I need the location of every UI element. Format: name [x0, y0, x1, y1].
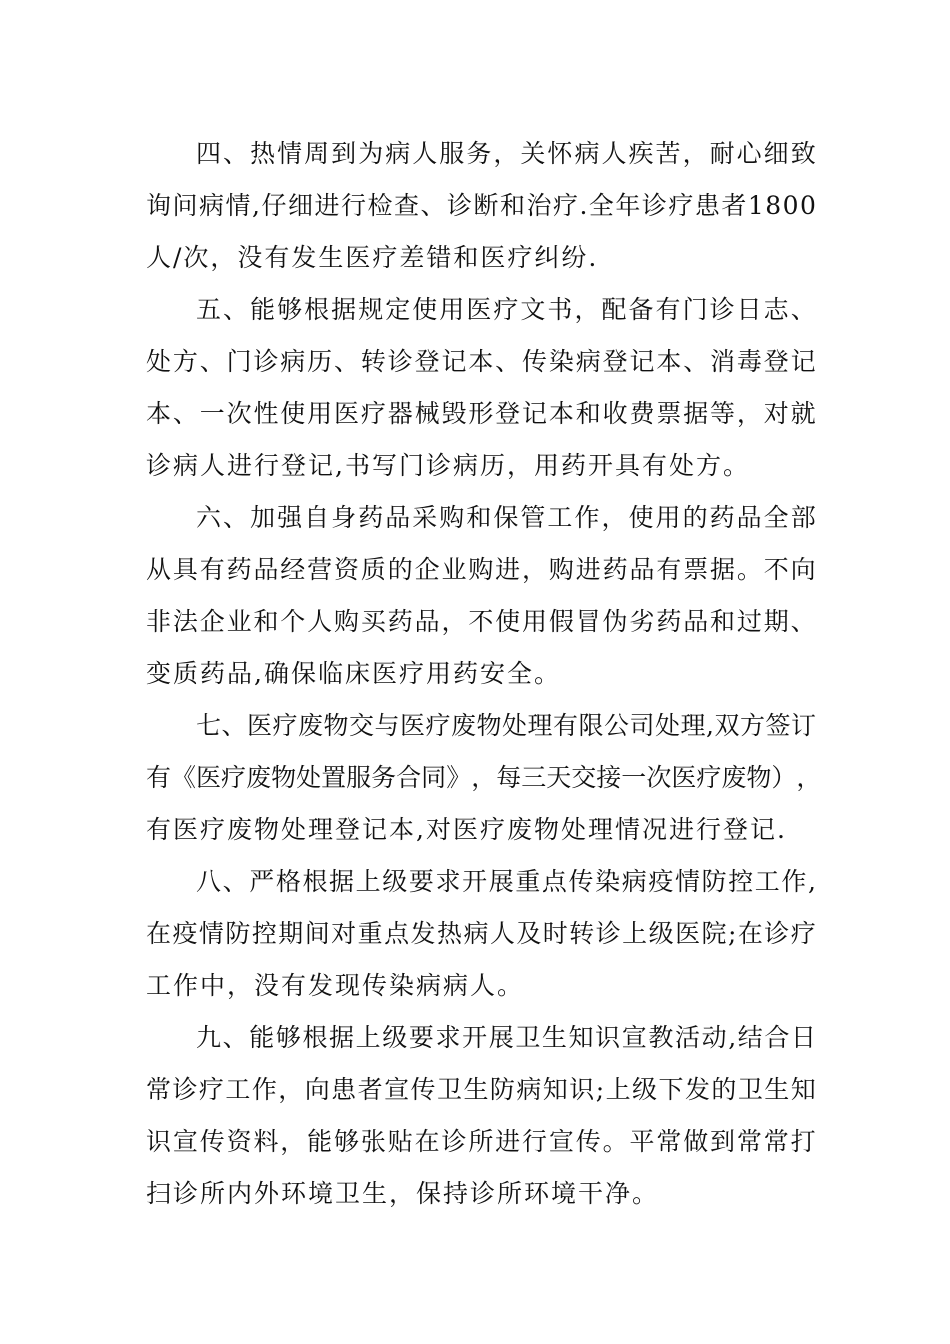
paragraph-line: 扫诊所内外环境卫生，保持诊所环境干净。 — [146, 1179, 660, 1208]
paragraph-line: 处 方 、 门 诊 病 历 、 转 诊 登 记 本 、 传 染 病 登 记 本 、 消 毒 登 记 — [146, 347, 816, 376]
paragraph-6 — [146, 492, 816, 700]
paragraph-5 — [146, 284, 816, 492]
paragraph-9 — [146, 1012, 816, 1220]
paragraph-line: 有医疗废物处理登记本,对医疗废物处理情况进行登记. — [146, 815, 787, 844]
paragraph-7 — [146, 700, 822, 856]
paragraph-line: 人/次，没有发生医疗差错和医疗纠纷. — [146, 243, 599, 272]
paragraph-line: 八 、 严 格 根 据 上 级 要 求 开 展 重 点 传 染 病 疫 情 防 控 工 作 , — [196, 867, 816, 896]
paragraph-line: 七 、 医 疗 废 物 交 与 医 疗 废 物 处 理 有 限 公 司 处 理 , 双 方 签 订 — [196, 711, 816, 740]
paragraph-8 — [146, 856, 816, 1012]
paragraph-line: 五 、 能 够 根 据 规 定 使 用 医 疗 文 书 ， 配 备 有 门 诊 日 志 、 — [196, 295, 816, 324]
paragraph-line: 四 、 热 情 周 到 为 病 人 服 务 ， 关 怀 病 人 疾 苦 ， 耐 心 细 致 — [196, 139, 816, 168]
body-text — [146, 128, 822, 1220]
paragraph-line: 从 具 有 药 品 经 营 资 质 的 企 业 购 进 ， 购 进 药 品 有 票 据 。 不 向 — [146, 555, 816, 584]
paragraph-line: 变质药品,确保临床医疗用药安全。 — [146, 659, 561, 688]
paragraph-line: 有 《 医 疗 废 物 处 置 服 务 合 同 》 ， 每 三 天 交 接 一 次 医 疗 废 物 ） ， — [146, 763, 822, 792]
paragraph-line: 九 、 能 够 根 据 上 级 要 求 开 展 卫 生 知 识 宣 教 活 动 , 结 合 日 — [196, 1023, 816, 1052]
paragraph-line: 询 问 病 情 , 仔 细 进 行 检 查 、 诊 断 和 治 疗 . 全 年 诊 疗 患 者 1 8 0 0 — [146, 191, 816, 220]
paragraph-line: 识 宣 传 资 料 ， 能 够 张 贴 在 诊 所 进 行 宣 传 。 平 常 做 到 常 常 打 — [146, 1127, 816, 1156]
paragraph-4 — [146, 128, 816, 284]
paragraph-line: 工作中，没有发现传染病病人。 — [146, 971, 525, 1000]
paragraph-line: 六 、 加 强 自 身 药 品 采 购 和 保 管 工 作 ， 使 用 的 药 品 全 部 — [196, 503, 816, 532]
paragraph-line: 非 法 企 业 和 个 人 购 买 药 品 ， 不 使 用 假 冒 伪 劣 药 品 和 过 期 、 — [146, 607, 816, 636]
paragraph-line: 本 、 一 次 性 使 用 医 疗 器 械 毁 形 登 记 本 和 收 费 票 据 等 ， 对 就 — [146, 399, 816, 428]
paragraph-line: 常 诊 疗 工 作 ， 向 患 者 宣 传 卫 生 防 病 知 识 ; 上 级 下 发 的 卫 生 知 — [146, 1075, 816, 1104]
paragraph-line: 在 疫 情 防 控 期 间 对 重 点 发 热 病 人 及 时 转 诊 上 级 医 院 ; 在 诊 疗 — [146, 919, 816, 948]
paragraph-line: 诊病人进行登记,书写门诊病历，用药开具有处方。 — [146, 451, 750, 480]
